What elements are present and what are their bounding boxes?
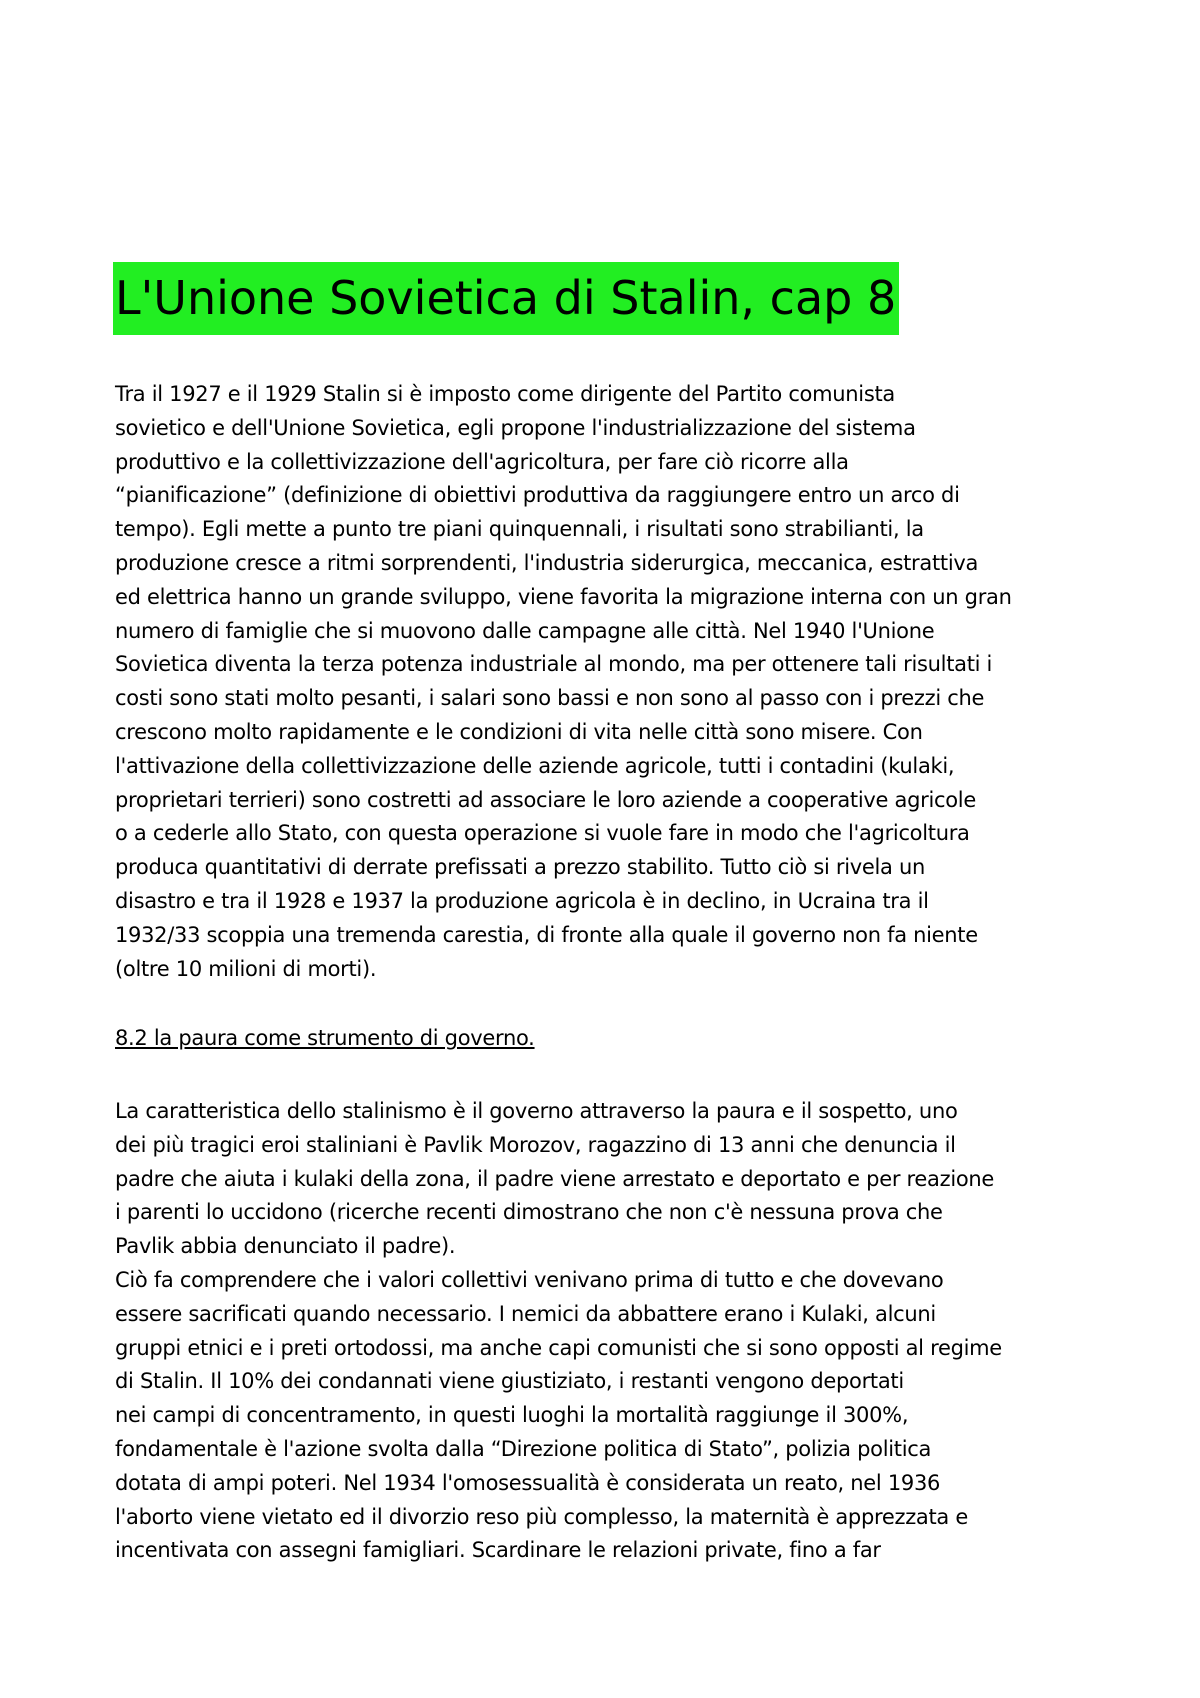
text-line: Ciò fa comprendere che i valori collettivi venivano prima di tutto e che dovevano bbox=[115, 1267, 944, 1292]
text-line: numero di famiglie che si muovono dalle campagne alle città. Nel 1940 l'Unione bbox=[115, 618, 935, 643]
text-line: costi sono stati molto pesanti, i salari sono bassi e non sono al passo con i prezzi che bbox=[115, 686, 985, 711]
text-line: crescono molto rapidamente e le condizioni di vita nelle città sono misere. Con bbox=[115, 719, 923, 744]
text-line: proprietari terrieri) sono costretti ad associare le loro aziende a cooperative agricole bbox=[115, 787, 976, 812]
text-line: produttivo e la collettivizzazione dell'agricoltura, per fare ciò ricorre alla bbox=[115, 449, 849, 474]
text-line: di Stalin. Il 10% dei condannati viene giustiziato, i restanti vengono deportati bbox=[115, 1369, 904, 1394]
section-subheading: 8.2 la paura come strumento di governo. bbox=[115, 1026, 535, 1050]
text-line: (oltre 10 milioni di morti). bbox=[115, 956, 377, 981]
text-line: nei campi di concentramento, in questi luoghi la mortalità raggiunge il 300%, bbox=[115, 1403, 909, 1428]
text-line: l'aborto viene vietato ed il divorzio reso più complesso, la maternità è apprezzata e bbox=[115, 1504, 968, 1529]
text-line: dei più tragici eroi staliniani è Pavlik Morozov, ragazzino di 13 anni che denuncia il bbox=[115, 1132, 956, 1157]
text-line: o a cederle allo Stato, con questa operazione si vuole fare in modo che l'agricoltura bbox=[115, 821, 970, 846]
text-line: Pavlik abbia denunciato il padre). bbox=[115, 1234, 456, 1259]
text-line: produca quantitativi di derrate prefissati a prezzo stabilito. Tutto ciò si rivela un bbox=[115, 855, 925, 880]
text-line: Sovietica diventa la terza potenza industriale al mondo, ma per ottenere tali risultati i bbox=[115, 652, 993, 677]
text-line: sovietico e dell'Unione Sovietica, egli propone l'industrializzazione del sistema bbox=[115, 415, 916, 440]
text-line: dotata di ampi poteri. Nel 1934 l'omosessualità è considerata un reato, nel 1936 bbox=[115, 1470, 941, 1495]
text-line: tempo). Egli mette a punto tre piani quinquennali, i risultati sono strabilianti, la bbox=[115, 517, 924, 542]
text-line: “pianificazione” (definizione di obiettivi produttiva da raggiungere entro un arco di bbox=[115, 483, 960, 508]
paragraph-2 bbox=[115, 1095, 1115, 1568]
text-line: fondamentale è l'azione svolta dalla “Direzione politica di Stato”, polizia politica bbox=[115, 1436, 932, 1461]
paragraph-1 bbox=[115, 378, 1115, 986]
text-line: disastro e tra il 1928 e 1937 la produzione agricola è in declino, in Ucraina tra il bbox=[115, 888, 929, 913]
text-line: padre che aiuta i kulaki della zona, il padre viene arrestato e deportato e per reazione bbox=[115, 1166, 995, 1191]
text-line: essere sacrificati quando necessario. I nemici da abbattere erano i Kulaki, alcuni bbox=[115, 1301, 936, 1326]
text-line: produzione cresce a ritmi sorprendenti, l'industria siderurgica, meccanica, estrattiva bbox=[115, 550, 979, 575]
text-line: gruppi etnici e i preti ortodossi, ma anche capi comunisti che si sono opposti al regime bbox=[115, 1335, 1002, 1360]
text-line: 1932/33 scoppia una tremenda carestia, di fronte alla quale il governo non fa niente bbox=[115, 922, 978, 947]
document-title: L'Unione Sovietica di Stalin, cap 8 bbox=[113, 262, 899, 335]
text-line: i parenti lo uccidono (ricerche recenti dimostrano che non c'è nessuna prova che bbox=[115, 1200, 943, 1225]
text-line: l'attivazione della collettivizzazione delle aziende agricole, tutti i contadini (kulaki, bbox=[115, 753, 955, 778]
text-line: Tra il 1927 e il 1929 Stalin si è imposto come dirigente del Partito comunista bbox=[115, 382, 895, 406]
text-line: incentivata con assegni famigliari. Scardinare le relazioni private, fino a far bbox=[115, 1538, 881, 1563]
text-line: La caratteristica dello stalinismo è il governo attraverso la paura e il sospetto, uno bbox=[115, 1099, 958, 1123]
text-line: ed elettrica hanno un grande sviluppo, viene favorita la migrazione interna con un gran bbox=[115, 584, 1012, 609]
